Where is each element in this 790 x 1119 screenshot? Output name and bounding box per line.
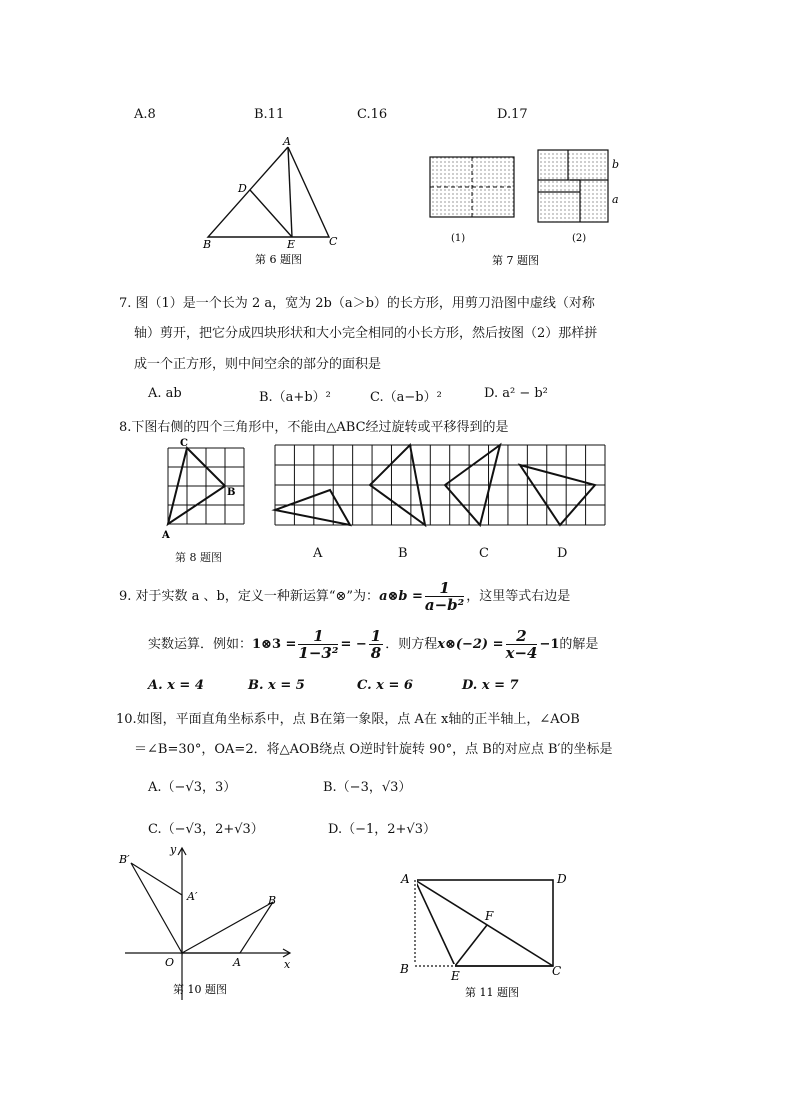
fig7-label-a: a [612, 193, 619, 206]
fig6-label-E: E [287, 238, 296, 251]
fig11-label-E: E [451, 969, 460, 983]
q9-ex-lhs: 1⊗3 = [252, 637, 297, 652]
q9-def-fraction [425, 580, 464, 613]
q9-line1-post: ，这里等式右边是 [466, 589, 571, 604]
fig10-label-B: B [268, 894, 277, 907]
q9-ex-num: 1 [298, 628, 338, 645]
q9-def-lhs: a⊗b = [379, 589, 423, 604]
fig10-label-B1: B′ [119, 853, 130, 866]
q7-line-2: 轴）剪开，把它分成四块形状和大小完全相同的小长方形，然后按图（2）那样拼 [134, 326, 598, 341]
q10-line-2: ＝∠B=30°，OA=2．将△AOB绕点 O逆时针旋转 90°，点 B的对应点 B′的坐标是 [134, 742, 613, 757]
q6-option-a: A.8 [134, 107, 156, 122]
q6-option-c: C.16 [357, 107, 388, 122]
fig10-caption: 第 10 题图 [173, 983, 227, 996]
q9-eq-fraction [506, 628, 538, 661]
q6-option-d: D.17 [497, 107, 528, 122]
q9-ex-eq: = − [340, 637, 367, 652]
fig6-label-B: B [203, 238, 212, 251]
q7-line-1: 7. 图（1）是一个长为 2 a，宽为 2b（a＞b）的长方形，用剪刀沿图中虚线（对称 [119, 296, 595, 311]
q9-eq-den: x−4 [505, 644, 538, 662]
figure-8-left-grid [160, 440, 260, 550]
q9-ex-den2: 8 [370, 644, 382, 662]
q8-choice-a: A [313, 546, 323, 561]
fig6-label-C: C [329, 235, 338, 248]
figure-10 [115, 840, 305, 1005]
fig11-label-F: F [485, 909, 494, 923]
q7-option-d: D. a² − b² [484, 386, 548, 401]
q7-option-a: A. ab [148, 386, 182, 401]
q7-option-c: C.（a−b）² [370, 390, 442, 405]
fig8-label-B: B [227, 487, 236, 498]
q9-option-b: B. x = 5 [248, 678, 305, 693]
fig11-label-C: C [552, 964, 562, 978]
fig7-sub-1: (1) [451, 233, 466, 244]
fig8-label-C: C [180, 438, 188, 449]
fig7-sub-2: (2) [572, 233, 587, 244]
q9-line2-pre: 实数运算．例如： [148, 637, 253, 652]
q10-option-a: A.（−√3，3） [148, 780, 237, 795]
q6-option-b: B.11 [254, 107, 285, 122]
fig10-label-O: O [165, 956, 175, 969]
figure-8-choices-grid [270, 440, 610, 535]
q8-choice-d: D [557, 546, 568, 561]
q9-eq-num: 2 [506, 628, 538, 645]
fig10-label-A: A [233, 956, 241, 969]
q9-option-a: A. x = 4 [148, 678, 204, 693]
fig8-caption: 第 8 题图 [175, 551, 222, 564]
q9-line-1 [119, 580, 570, 613]
q9-option-d: D. x = 7 [462, 678, 519, 693]
fig11-label-A: A [401, 872, 410, 886]
figure-7 [420, 145, 630, 265]
q8-choice-b: B [398, 546, 408, 561]
fig6-label-D: D [238, 182, 247, 195]
q9-def-den: a−b² [424, 596, 465, 614]
fig6-caption: 第 6 题图 [255, 253, 302, 266]
q10-option-b: B.（−3，√3） [323, 780, 412, 795]
fig11-caption: 第 11 题图 [465, 986, 519, 999]
q9-eq-tail: −1 [539, 637, 560, 652]
fig11-label-B: B [400, 962, 409, 976]
fig10-label-x: x [284, 958, 291, 971]
fig10-label-y: y [170, 843, 177, 856]
q9-line-2 [148, 628, 598, 661]
figure-11 [395, 868, 585, 1003]
q10-option-c: C.（−√3，2+√3） [148, 822, 264, 837]
q9-line2-post: 的解是 [559, 637, 599, 652]
q9-line1-pre: 9. 对于实数 a 、b，定义一种新运算“⊗”为： [119, 589, 380, 604]
fig7-caption: 第 7 题图 [492, 254, 539, 267]
q9-option-c: C. x = 6 [357, 678, 413, 693]
figure-6 [195, 135, 355, 265]
q7-option-b: B.（a+b）² [259, 390, 331, 405]
q9-line2-mid: ．则方程 [385, 637, 438, 652]
q9-ex-num2: 1 [370, 627, 382, 645]
q9-ex-fraction [298, 628, 338, 661]
fig8-label-A: A [162, 530, 170, 541]
q9-ex-den: 1−3² [298, 644, 339, 662]
q8-text: 8.下图右侧的四个三角形中，不能由△ABC经过旋转或平移得到的是 [119, 420, 509, 435]
fig10-label-A1: A′ [187, 890, 198, 903]
q10-line-1: 10.如图，平面直角坐标系中，点 B在第一象限，点 A在 x轴的正半轴上，∠AOB [116, 712, 580, 727]
q9-ex-fraction-2 [369, 628, 383, 661]
fig7-label-b: b [612, 158, 620, 171]
q7-line-3: 成一个正方形，则中间空余的部分的面积是 [134, 357, 382, 372]
fig6-label-A: A [283, 135, 291, 148]
q9-def-num: 1 [425, 580, 464, 597]
fig11-label-D: D [557, 872, 567, 886]
q8-choice-c: C [479, 546, 489, 561]
q10-option-d: D.（−1，2+√3） [328, 822, 436, 837]
q9-eq-lhs: x⊗(−2) = [437, 637, 504, 652]
